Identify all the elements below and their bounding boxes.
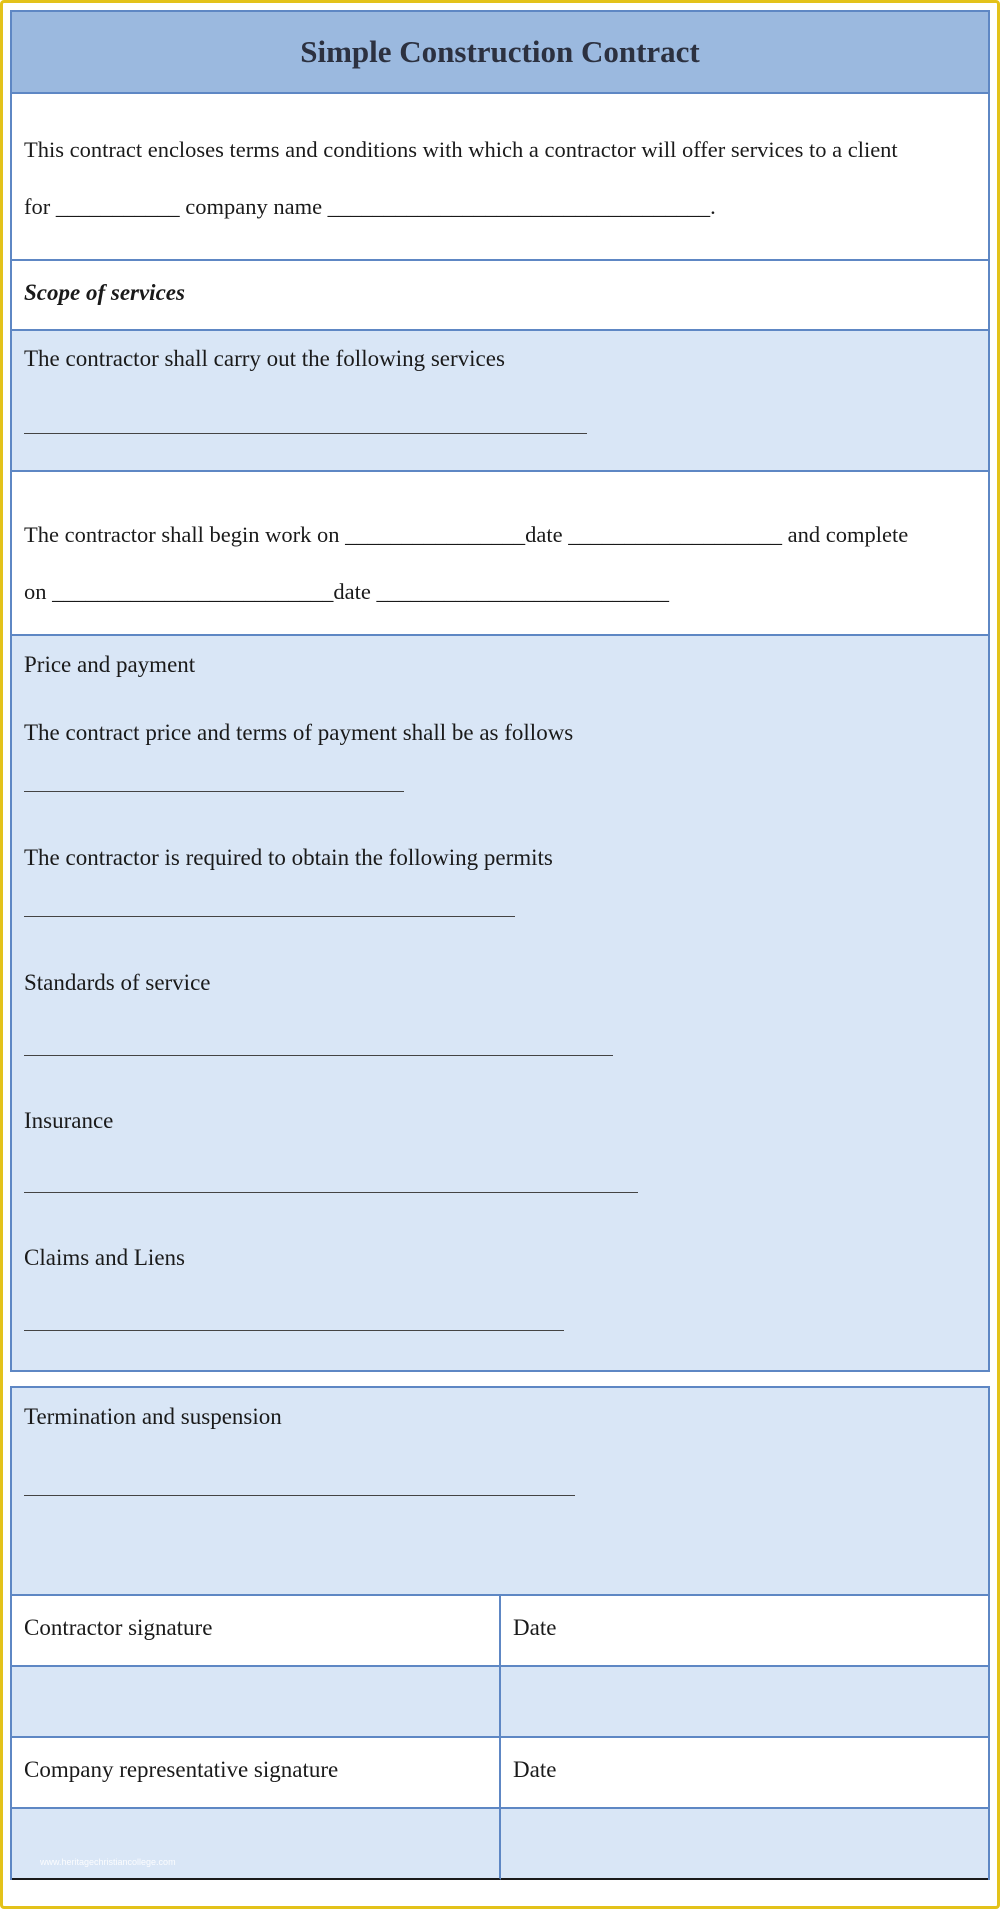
permits-label: The contractor is required to obtain the following permits xyxy=(24,845,553,870)
payment-terms-label: The contract price and terms of payment shall be as follows xyxy=(24,720,574,745)
insurance-label: Insurance xyxy=(24,1108,114,1133)
contractor-date-field[interactable] xyxy=(501,1667,988,1738)
title-bar xyxy=(10,10,990,94)
services-blank-line[interactable] xyxy=(24,433,587,434)
claims-label: Claims and Liens xyxy=(24,1245,185,1270)
contractor-signature-label: Contractor signature xyxy=(24,1615,213,1640)
company-signature-field[interactable] xyxy=(12,1809,501,1880)
company-signature-header xyxy=(12,1738,501,1809)
claims-blank-line[interactable] xyxy=(24,1330,564,1331)
scope-heading: Scope of services xyxy=(24,280,185,305)
intro-line-1: This contract encloses terms and conditions with which a contractor will offer services to a client xyxy=(24,137,898,162)
contract-form xyxy=(10,10,990,1880)
company-date-header xyxy=(501,1738,988,1809)
termination-section xyxy=(10,1386,990,1596)
watermark-text: www.heritagechristiancollege.com xyxy=(40,1857,176,1867)
schedule-section xyxy=(10,472,990,636)
price-heading: Price and payment xyxy=(24,652,196,677)
contractor-date-label: Date xyxy=(513,1615,557,1640)
schedule-line-2[interactable]: on _________________________date __________________________ xyxy=(24,579,669,604)
standards-label: Standards of service xyxy=(24,970,211,995)
permits-blank-line[interactable] xyxy=(24,916,515,917)
termination-label: Termination and suspension xyxy=(24,1404,282,1429)
company-date-label: Date xyxy=(513,1757,557,1782)
schedule-line-1[interactable]: The contractor shall begin work on ________________date ___________________ and complete xyxy=(24,522,909,547)
standards-blank-line[interactable] xyxy=(24,1055,613,1056)
price-section xyxy=(10,636,990,1372)
contractor-date-header xyxy=(501,1596,988,1667)
scope-heading-section xyxy=(10,261,990,331)
payment-terms-blank-line[interactable] xyxy=(24,791,404,792)
termination-blank-line[interactable] xyxy=(24,1495,575,1496)
contractor-signature-field[interactable] xyxy=(12,1667,501,1738)
intro-section xyxy=(10,94,990,261)
company-signature-label: Company representative signature xyxy=(24,1757,339,1782)
signature-table xyxy=(10,1596,990,1880)
insurance-blank-line[interactable] xyxy=(24,1192,638,1193)
intro-line-2[interactable]: for ___________ company name __________________________________. xyxy=(24,194,716,219)
section-gap xyxy=(10,1372,990,1386)
page-title: Simple Construction Contract xyxy=(300,34,700,69)
company-date-field[interactable] xyxy=(501,1809,988,1880)
services-section xyxy=(10,331,990,472)
contractor-signature-header xyxy=(12,1596,501,1667)
services-label: The contractor shall carry out the following services xyxy=(24,346,505,371)
